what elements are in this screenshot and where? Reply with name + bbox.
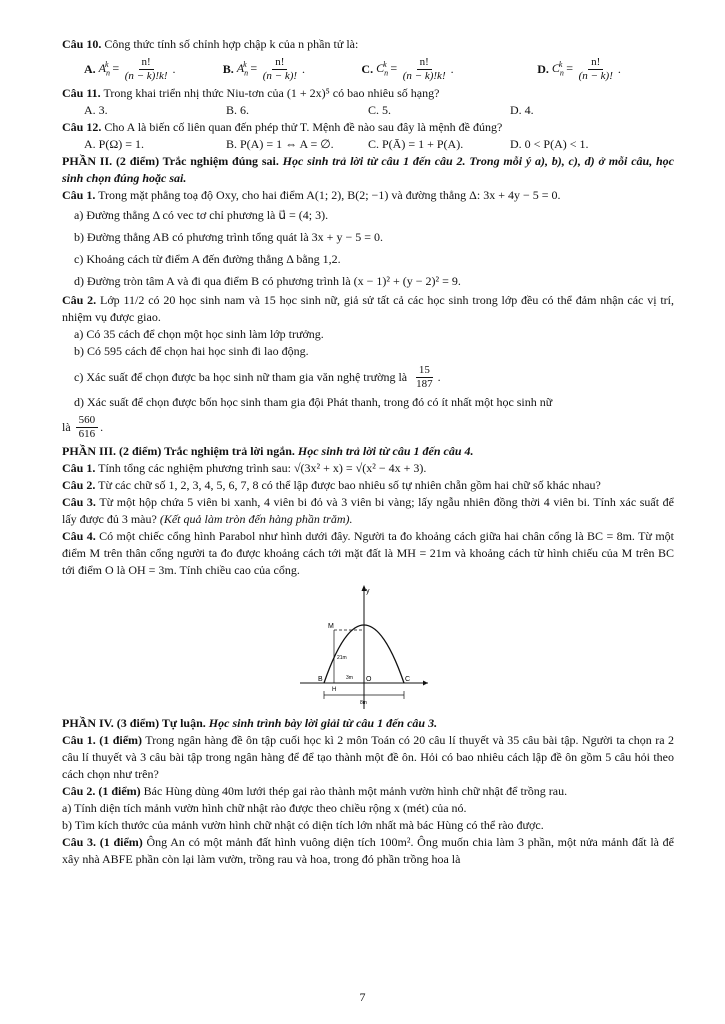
q10-b-fraction: $\frac{n!}{(n - k)!}$ (262, 55, 298, 82)
label-bc: 8m (360, 700, 367, 706)
part3-q2-text: Từ các chữ số 1, 2, 3, 4, 5, 6, 7, 8 có thể lập được bao nhiêu số tự nhiên chẵn gồm hai chữ số khác nhau? (98, 478, 601, 492)
part2-q2-c-text: c) Xác suất để chọn được ba học sinh nữ tham gia văn nghệ trường là (74, 369, 408, 384)
part3-q4-text: Có một chiếc cổng hình Parabol như hình dưới đây. Người ta đo khoảng cách giữa hai chân cổng là BC = 8m. Từ một điểm M trên thân cổng người ta đo được khoảng cách tới mặt đất là MH = 21m và khoảng cách từ hình chiếu của M trên BC tới điểm O là OH = 3m. Tính chiều cao của cổng. (62, 529, 674, 577)
part2-instructions: Học sinh trả lời từ câu 1 đến câu 2. Trong mỗi ý a), b), c), d) ở mỗi câu, học sinh chọn đúng hoặc sai. (62, 154, 674, 185)
part4-q2-a: a) Tính diện tích mảnh vườn hình chữ nhật rào được theo chiều rộng x (mét) của nó. (62, 801, 467, 815)
q11-option-c: C. 5. (368, 103, 392, 117)
label-oh: 3m (346, 675, 353, 681)
part3-instructions: Học sinh trả lời từ câu 1 đến câu 4. (297, 444, 474, 458)
x-axis-arrow (423, 681, 428, 686)
part2-q1-c: c) Khoảng cách từ điểm A đến đường thẳng Δ bằng 1,2. (74, 252, 341, 266)
part2-q2-b: b) Có 595 cách để chọn hai học sinh đi lao động. (74, 344, 309, 358)
part2-q1-text: Trong mặt phẳng toạ độ Oxy, cho hai điểm A(1; 2), B(2; −1) và đường thẳng Δ: 3x + 4y − 5 = 0. (98, 188, 561, 202)
part2-q2-d-text: d) Xác suất để chọn được bốn học sinh tham gia đội Phát thanh, trong đó có ít nhất một học sinh nữ (74, 395, 553, 409)
q11-stem (62, 85, 674, 102)
part2-q1-stem (62, 187, 674, 204)
q11-options (84, 102, 674, 119)
q12-options (84, 136, 674, 153)
part2-q1-a: a) Đường thẳng Δ có vec tơ chỉ phương là u⃗ = (4; 3). (74, 208, 329, 222)
parabola-diagram (294, 583, 434, 711)
q10-d-fraction: $\frac{n!}{(n - k)!}$ (578, 55, 613, 82)
q11-label: Câu 11. (62, 86, 101, 100)
q12-option-c: C. P(Ā) = 1 + P(A). (368, 137, 464, 151)
q10-text: Công thức tính số chỉnh hợp chập k của n phần tử là: (104, 37, 359, 51)
part4-q1 (62, 732, 674, 783)
parabola-gate-figure (294, 583, 434, 711)
part2-q2-c: c) Xác suất để chọn được ba học sinh nữ tham gia văn nghệ trường là $\frac{15}{187}$ . (74, 363, 441, 390)
q12-option-b: B. P(A) = 1 ⇔ A = ∅. (226, 137, 334, 151)
q10-b-label: B. (222, 61, 234, 76)
part4-title: PHẦN IV. (3 điểm) Tự luận. (62, 716, 206, 730)
q10-d-lhs: $C_n^k$ = (551, 60, 574, 78)
part3-q1 (62, 460, 674, 477)
q10-stem (62, 36, 674, 53)
part3-q3-label: Câu 3. (62, 495, 96, 509)
part3-q4 (62, 528, 674, 579)
q10-d-label: D. (537, 61, 549, 76)
part2-q2-d-answer: là $\frac{560}{616}$ . (62, 413, 104, 440)
q10-b-lhs: $A_n^k$ = (236, 60, 258, 78)
part4-q3-text: Ông An có một mảnh đất hình vuông diện tích 100m². Ông muốn chia làm 3 phần, một nửa mảnh đất là để xây nhà ABFE phần còn lại làm vườn, trồng rau và hoa, trong đó phần trồng hoa là (62, 835, 675, 866)
part4-q1-label: Câu 1. (1 điểm) (62, 733, 143, 747)
label-o: O (366, 676, 372, 683)
part2-q2-items (62, 326, 674, 411)
part3-q2-label: Câu 2. (62, 478, 96, 492)
q10-a-lhs: $A_n^k$ = (98, 60, 120, 78)
part3-q1-text: Tính tổng các nghiệm phương trình sau: √(3x² + x) = √(x² − 4x + 3). (98, 461, 427, 475)
q12-text: Cho A là biến cố liên quan đến phép thử T. Mệnh đề nào sau đây là mệnh đề đúng? (104, 120, 503, 134)
q11-option-a: A. 3. (84, 103, 108, 117)
part4-q2-text: Bác Hùng dùng 40m lưới thép gai rào thành một mảnh vườn hình chữ nhật để trồng rau. (143, 784, 568, 798)
q10-a-fraction: $\frac{n!}{(n - k)!k!}$ (124, 55, 168, 82)
part2-q1-b: b) Đường thẳng AB có phương trình tổng quát là 3x + y − 5 = 0. (74, 230, 383, 244)
q10-c-lhs: $C_n^k$ = (376, 60, 398, 78)
part3-q1-label: Câu 1. (62, 461, 96, 475)
part3-heading (62, 443, 674, 460)
q10-option-c: C. $C_n^k$ = $\frac{n!}{(n - k)!k!}$ . (361, 55, 454, 82)
part3-q4-label: Câu 4. (62, 529, 96, 543)
q10-a-label: A. (84, 61, 96, 76)
part2-q1-items (62, 204, 674, 292)
part2-q2-d-fraction: $\frac{560}{616}$ (76, 414, 99, 441)
q10-c-fraction: $\frac{n!}{(n - k)!k!}$ (402, 55, 446, 82)
part3-q3-text: Từ một hộp chứa 5 viên bi xanh, 4 viên bi đỏ và 3 viên bi vàng; lấy ngẫu nhiên đồng thời 4 viên bi. Tính xác suất để lấy được đủ 3 màu? (62, 495, 674, 526)
part4-q2-label: Câu 2. (1 điểm) (62, 784, 141, 798)
exam-page (62, 36, 674, 868)
part2-q2-label: Câu 2. (62, 293, 97, 307)
part2-q1-label: Câu 1. (62, 188, 96, 202)
part3-title: PHẦN III. (2 điểm) Trắc nghiệm trả lời ngắn. (62, 444, 295, 458)
part2-heading (62, 153, 674, 187)
q10-options (84, 53, 674, 85)
q10-label: Câu 10. (62, 37, 102, 51)
q11-text: Trong khai triển nhị thức Niu-tơn của (1 + 2x)⁵ có bao nhiêu số hạng? (103, 86, 440, 100)
part4-heading (62, 715, 674, 732)
part3-q3 (62, 494, 674, 528)
part4-q2 (62, 783, 674, 800)
label-h: H (332, 687, 337, 693)
label-mh: 21m (337, 655, 347, 661)
q12-stem (62, 119, 674, 136)
part4-q3 (62, 834, 674, 868)
label-b: B (318, 676, 323, 683)
q10-option-d: D. $C_n^k$ = $\frac{n!}{(n - k)!}$ . (537, 55, 621, 82)
part2-q2-c-fraction: $\frac{15}{187}$ (416, 363, 433, 390)
q12-label: Câu 12. (62, 120, 102, 134)
part2-q2-stem (62, 292, 674, 326)
q10-option-b: B. $A_n^k$ = $\frac{n!}{(n - k)!}$ . (222, 55, 306, 82)
q10-c-label: C. (361, 61, 374, 76)
part2-title: PHẦN II. (2 điểm) Trắc nghiệm đúng sai. (62, 154, 279, 168)
part3-q2 (62, 477, 674, 494)
part4-q1-text: Trong ngân hàng đề ôn tập cuối học kì 2 môn Toán có 20 câu lí thuyết và 35 câu bài tập. Người ta chọn ra 2 câu lí thuyết và 3 câu bài tập trong ngân hàng để để tạo thành một đề ôn. Hỏi có bao nhiêu cách lập đề ôn gồm 5 câu hỏi theo cách chọn như trên? (62, 733, 674, 781)
part2-q2-d-la: là (62, 419, 71, 434)
q12-option-a: A. P(Ω) = 1. (84, 137, 145, 151)
part3-q3-note: (Kết quả làm tròn đến hàng phần trăm). (159, 512, 353, 526)
part4-q3-label: Câu 3. (1 điểm) (62, 835, 143, 849)
part2-q2-a: a) Có 35 cách để chọn một học sinh làm lớp trưởng. (74, 327, 324, 341)
q11-option-b: B. 6. (226, 103, 250, 117)
q10-option-a: A. $A_n^k$ = $\frac{n!}{(n - k)!k!}$ . (84, 55, 176, 82)
part4-instructions: Học sinh trình bày lời giải từ câu 1 đến câu 3. (208, 716, 438, 730)
q12-option-d: D. 0 < P(A) < 1. (510, 137, 589, 151)
part4-q2-b: b) Tìm kích thước của mảnh vườn hình chữ nhật có diện tích lớn nhất mà bác Hùng có thể rào được. (62, 818, 544, 832)
page-number: 7 (359, 990, 366, 1004)
q11-option-d: D. 4. (510, 103, 534, 117)
label-m: M (328, 623, 334, 630)
label-c: C (405, 676, 411, 683)
part2-q2-text: Lớp 11/2 có 20 học sinh nam và 15 học sinh nữ, giả sử tất cả các học sinh trong lớp đều có thể đảm nhận các vị trí, nhiệm vụ được giao. (62, 293, 675, 324)
part2-q1-d: d) Đường tròn tâm A và đi qua điểm B có phương trình là (x − 1)² + (y − 2)² = 9. (74, 274, 461, 288)
label-y: y (366, 588, 370, 595)
